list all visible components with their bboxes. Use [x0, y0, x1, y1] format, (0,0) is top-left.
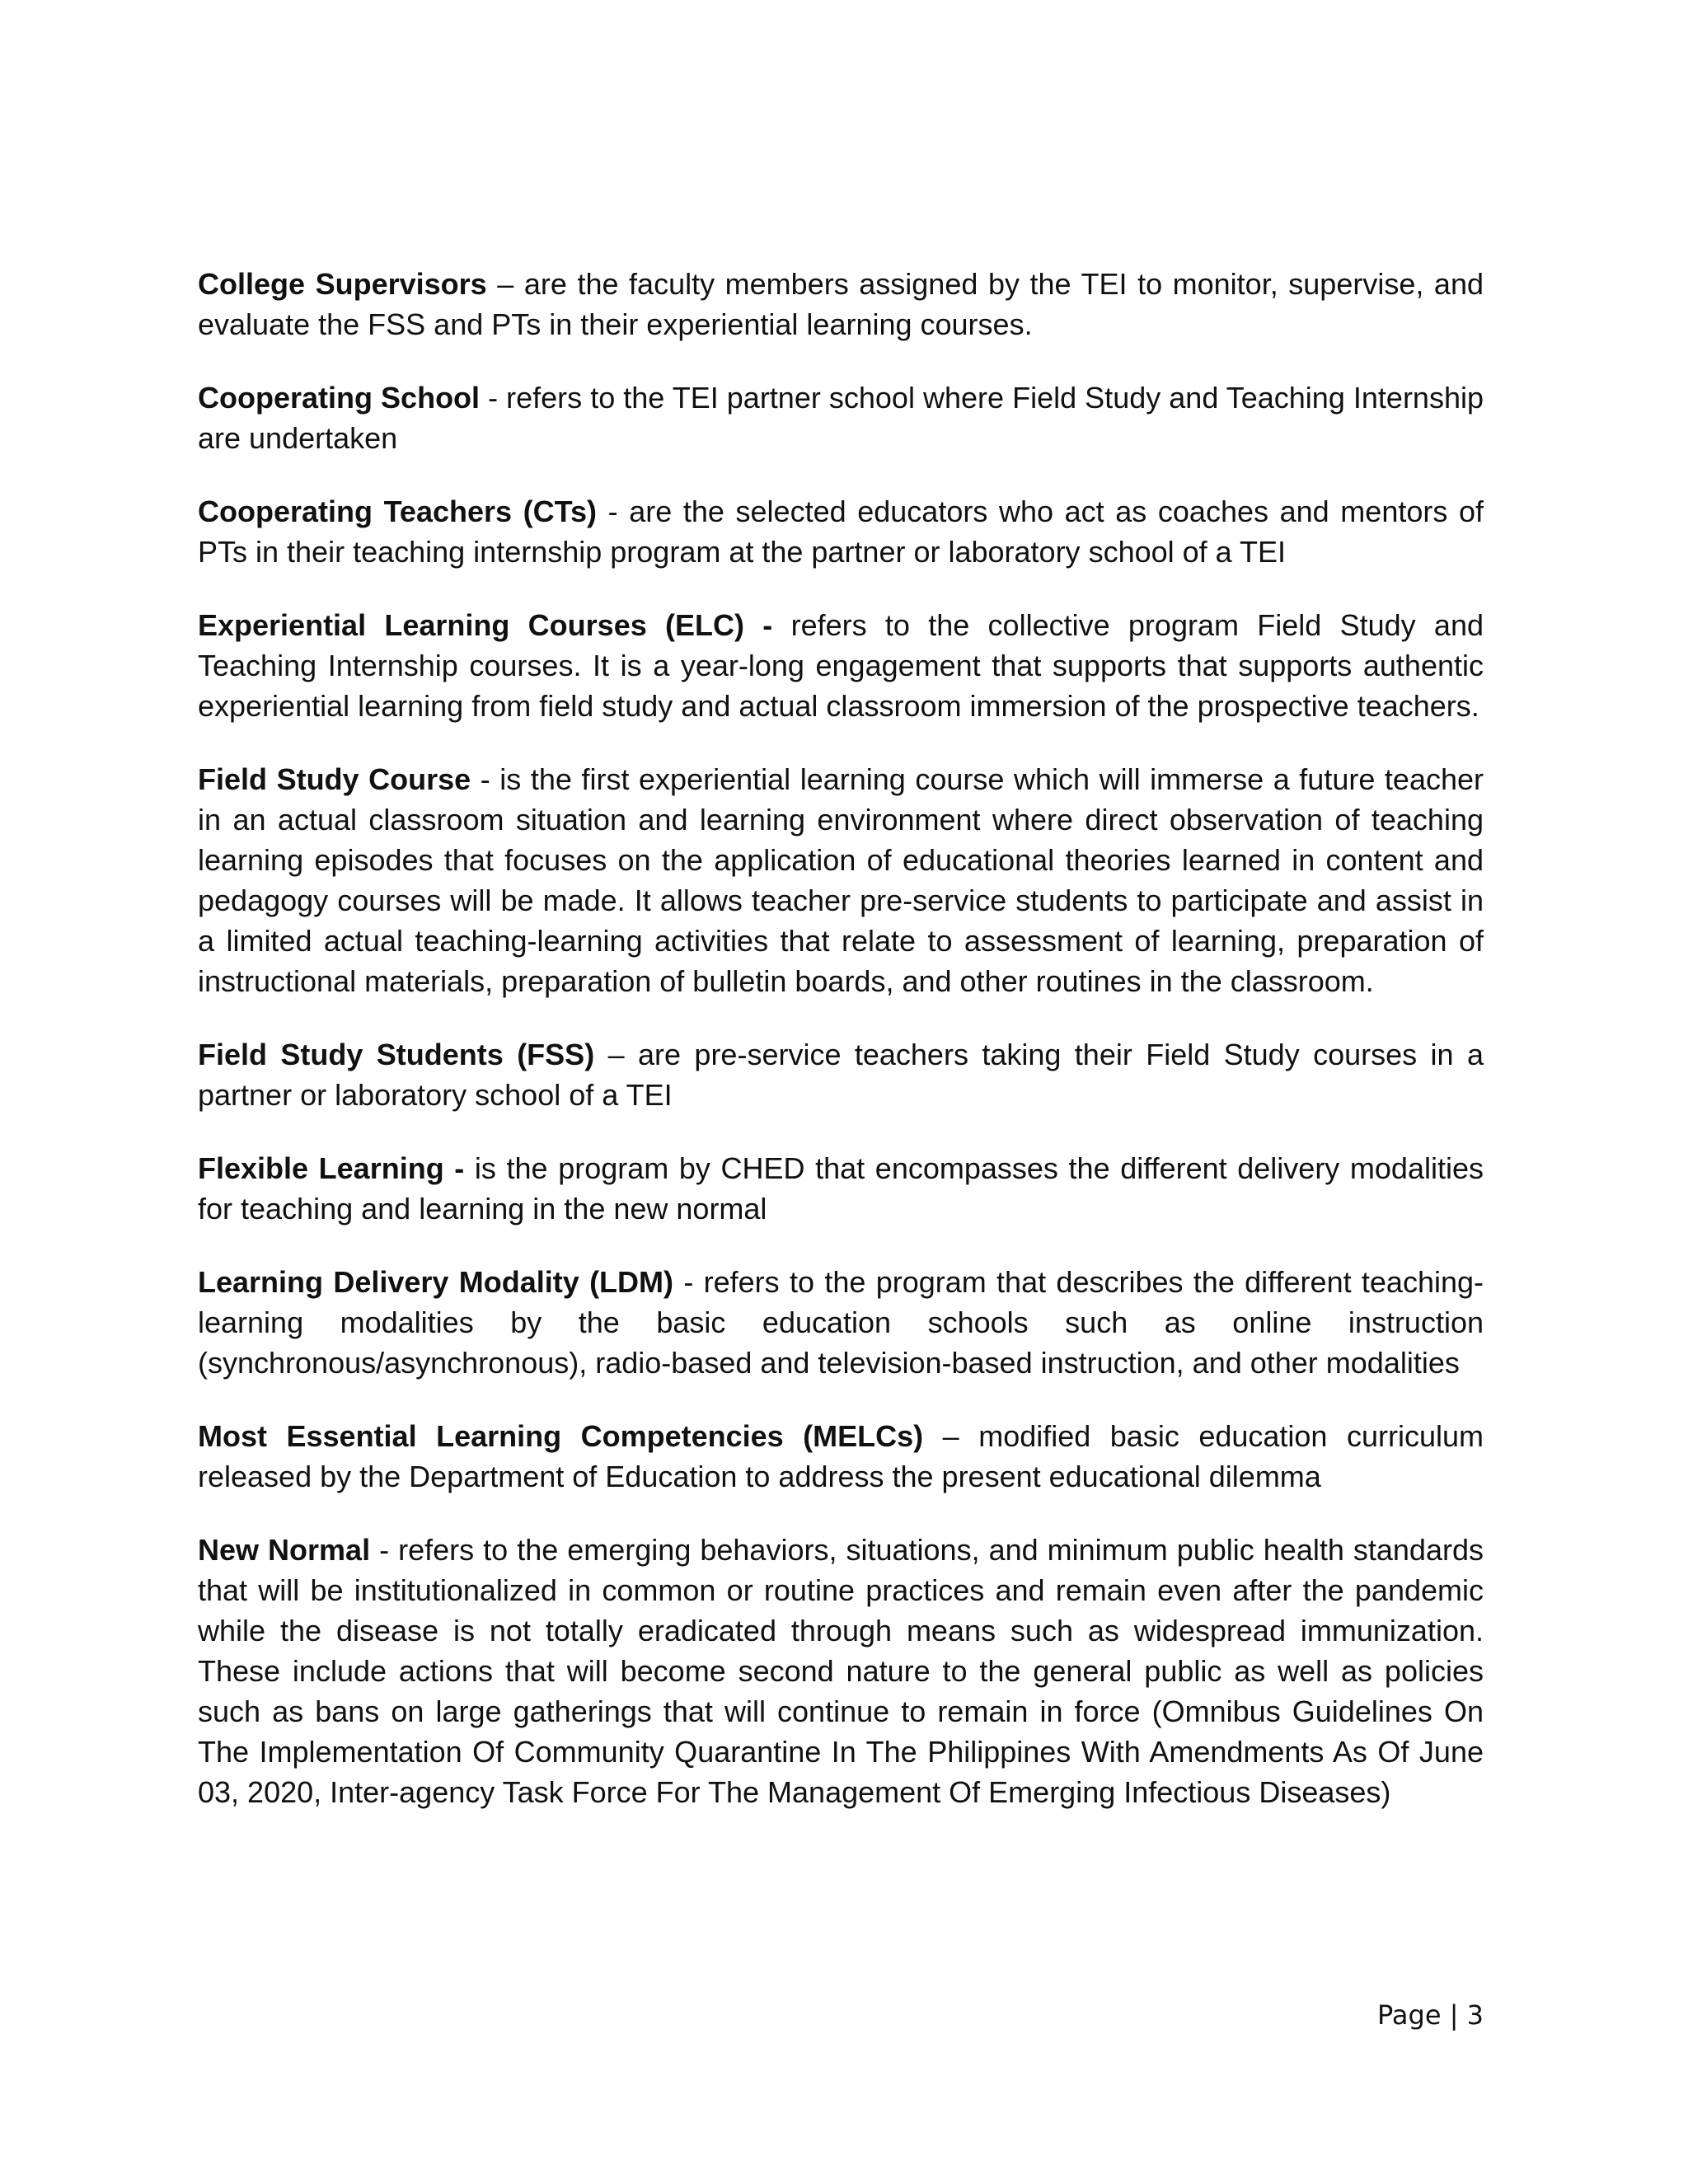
- glossary-term: Field Study Course: [198, 762, 471, 796]
- glossary-entry-new-normal: [198, 1530, 1484, 1812]
- glossary-definition: refers to the collective program Field Study and Teaching Internship courses. It is a year-long engagement that supports that supports authentic experiential learning from field study and actual classroom immersion of the prospective teachers.: [198, 608, 1484, 723]
- glossary-term: Flexible Learning -: [198, 1151, 465, 1185]
- glossary-entry-cooperating-teachers: [198, 491, 1484, 572]
- glossary-definition: – are the faculty members assigned by the TEI to monitor, supervise, and evaluate the FSS and PTs in their experiential learning courses.: [198, 267, 1484, 341]
- glossary-entry-college-supervisors: [198, 264, 1484, 344]
- glossary-term: Experiential Learning Courses (ELC) -: [198, 608, 773, 642]
- glossary-definition: – are pre-service teachers taking their Field Study courses in a partner or laboratory school of a TEI: [198, 1038, 1484, 1112]
- glossary-term: College Supervisors: [198, 267, 487, 301]
- glossary-definition: - refers to the emerging behaviors, situations, and minimum public health standards that will be institutionalized in common or routine practices and remain even after the pandemic while the disease is not totally eradicated through means such as widespread immunization. These include actions that will become second nature to the general public as well as policies such as bans on large gatherings that will continue to remain in force (Omnibus Guidelines On The Implementation Of Community Quarantine In The Philippines With Amendments As Of June 03, 2020, Inter-agency Task Force For The Management Of Emerging Infectious Diseases): [198, 1533, 1484, 1809]
- page-number: Page | 3: [1377, 1999, 1484, 2031]
- glossary-term: Field Study Students (FSS): [198, 1038, 595, 1071]
- glossary-term: Cooperating Teachers (CTs): [198, 494, 597, 528]
- glossary-definition: – modified basic education curriculum released by the Department of Education to address the present educational dilemma: [198, 1419, 1484, 1493]
- glossary-term: Most Essential Learning Competencies (MELCs): [198, 1419, 924, 1453]
- glossary-definition: is the program by CHED that encompasses the different delivery modalities for teaching and learning in the new normal: [198, 1151, 1484, 1226]
- glossary-entry-experiential-learning-courses: [198, 605, 1484, 726]
- glossary-body: [198, 264, 1484, 1845]
- glossary-entry-flexible-learning: [198, 1148, 1484, 1229]
- glossary-entry-learning-delivery-modality: [198, 1262, 1484, 1383]
- glossary-entry-field-study-course: [198, 759, 1484, 1001]
- glossary-term: Cooperating School: [198, 381, 481, 415]
- glossary-entry-field-study-students: [198, 1034, 1484, 1115]
- glossary-definition: - is the first experiential learning course which will immerse a future teacher in an actual classroom situation and learning environment where direct observation of teaching learning episodes that focuses on the application of educational theories learned in content and pedagogy courses will be made. It allows teacher pre-service students to participate and assist in a limited actual teaching-learning activities that relate to assessment of learning, preparation of instructional materials, preparation of bulletin boards, and other routines in the classroom.: [198, 762, 1484, 998]
- glossary-definition: - refers to the program that describes the different teaching-learning modalities by the basic education schools such as online instruction (synchronous/asynchronous), radio-based and television-based instruction, and other modalities: [198, 1265, 1484, 1380]
- glossary-entry-melcs: [198, 1416, 1484, 1497]
- glossary-term: New Normal: [198, 1533, 371, 1567]
- glossary-definition: - are the selected educators who act as coaches and mentors of PTs in their teaching internship program at the partner or laboratory school of a TEI: [198, 494, 1484, 569]
- glossary-entry-cooperating-school: [198, 377, 1484, 458]
- glossary-definition: - refers to the TEI partner school where Field Study and Teaching Internship are undertaken: [198, 381, 1484, 455]
- glossary-term: Learning Delivery Modality (LDM): [198, 1265, 674, 1299]
